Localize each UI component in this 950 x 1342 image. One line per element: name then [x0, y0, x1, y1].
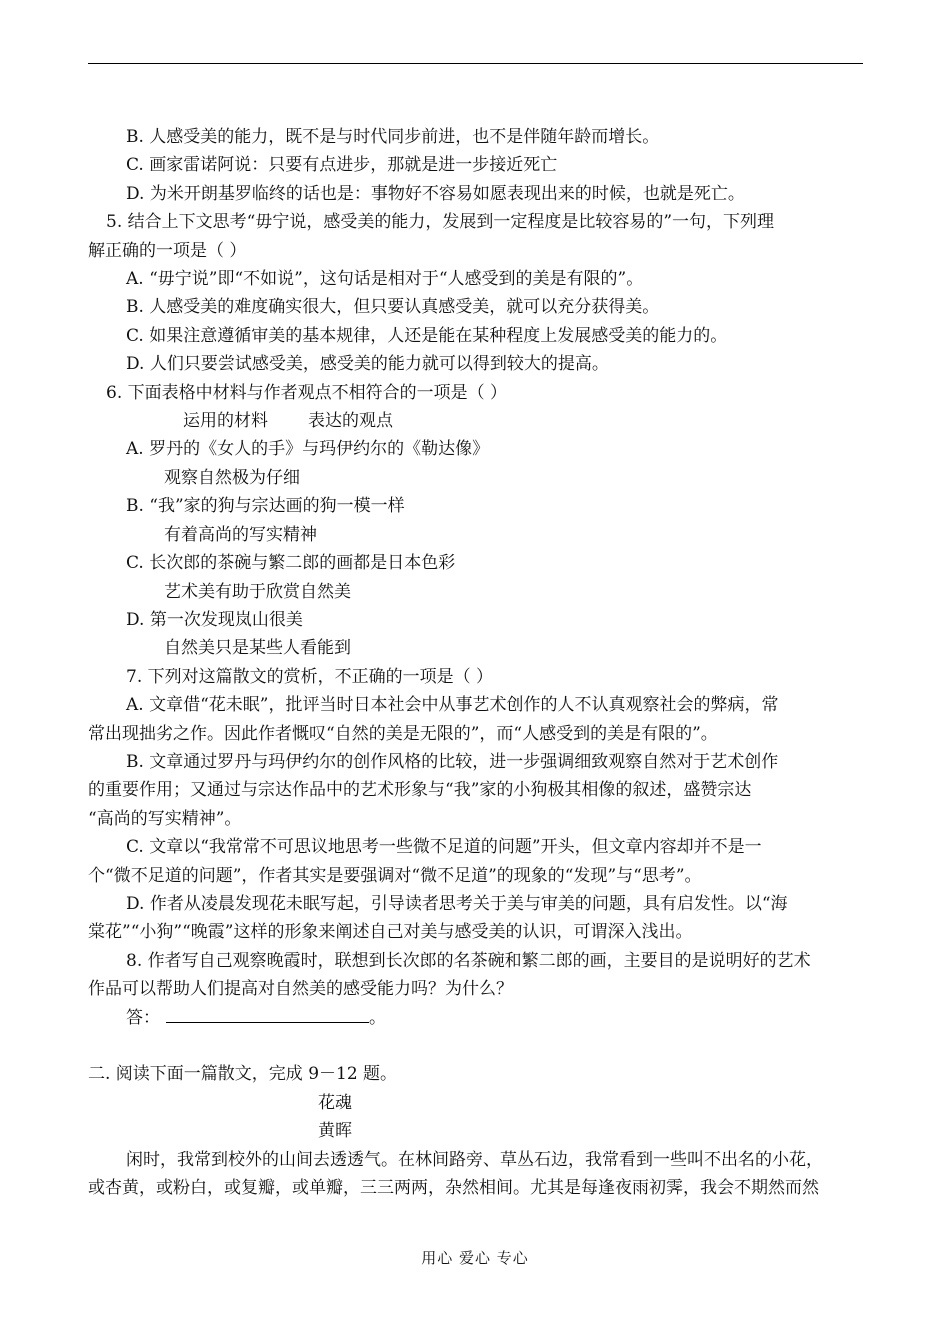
q7-d-line2: 棠花”“小狗”“晚霞”这样的形象来阐述自己对美与感受美的认识，可谓深入浅出。 [88, 922, 693, 943]
q4-option-b: B. 人感受美的能力，既不是与时代同步前进，也不是伴随年龄而增长。 [126, 127, 660, 147]
section2-heading: 二. 阅读下面一篇散文，完成 9－12 题。 [88, 1064, 398, 1085]
essay-title: 花魂 [318, 1092, 352, 1113]
essay-para-line2: 或杏黄，或粉白，或复瓣，或单瓣，三三两两，杂然相间。尤其是每逢夜雨初霁，我会不期然而然 [88, 1178, 819, 1199]
q5-option-b: B. 人感受美的难度确实很大，但只要认真感受美，就可以充分获得美。 [126, 297, 660, 318]
q6-stem: 6. 下面表格中材料与作者观点不相符合的一项是（ ） [106, 382, 508, 403]
q6-row-a-view: 观察自然极为仔细 [164, 467, 300, 488]
q7-c-line1: C. 文章以“我常常不可思议地思考一些微不足道的问题”开头，但文章内容却并不是一 [126, 837, 762, 858]
q8-answer-row [88, 1004, 863, 1032]
q7-b-line3: “高尚的写实精神”。 [88, 808, 242, 829]
q4-option-d: D. 为米开朗基罗临终的话也是：事物好不容易如愿表现出来的时候，也就是死亡。 [126, 183, 745, 204]
q6-row-b-material: B. “我”家的狗与宗达画的狗一模一样 [126, 496, 405, 517]
q8-answer-blank[interactable] [166, 1004, 369, 1023]
q6-row-d-material: D. 第一次发现岚山很美 [126, 609, 303, 630]
q5-option-c: C. 如果注意遵循审美的基本规律，人还是能在某种程度上发展感受美的能力的。 [126, 325, 728, 346]
document-body [88, 123, 863, 1202]
essay-para-line1: 闲时，我常到校外的山间去透透气。在林间路旁、草丛石边，我常看到一些叫不出名的小花， [126, 1149, 823, 1170]
q7-d-line1: D. 作者从凌晨发现花未眠写起，引导读者思考关于美与审美的问题，具有启发性。以“海 [126, 893, 788, 914]
q6-row-b-view: 有着高尚的写实精神 [164, 524, 317, 545]
q5-option-d: D. 人们只要尝试感受美，感受美的能力就可以得到较大的提高。 [126, 354, 609, 375]
q5-option-a: A. “毋宁说”即“不如说”，这句话是相对于“人感受到的美是有限的”。 [126, 269, 644, 290]
q8-answer-label: 答： [126, 1007, 160, 1028]
q7-c-line2: 个“微不足道的问题”，作者其实是要强调对“微不足道”的现象的“发现”与“思考”。 [88, 865, 702, 886]
q6-table-header [88, 407, 863, 435]
q8-line2: 作品可以帮助人们提高对自然美的感受能力吗？为什么？ [88, 979, 513, 1000]
q7-b-line1: B. 文章通过罗丹与玛伊约尔的创作风格的比较，进一步强调细致观察自然对于艺术创作 [126, 751, 779, 772]
q7-a-line2: 常出现拙劣之作。因此作者慨叹“自然的美是无限的”，而“人感受到的美是有限的”。 [88, 723, 718, 744]
page-footer: 用心 爱心 专心 [421, 1249, 529, 1267]
q5-stem-line1: 5. 结合上下文思考“毋宁说，感受美的能力，发展到一定程度是比较容易的”一句，下列理 [106, 212, 775, 233]
q6-row-d-view: 自然美只是某些人看能到 [164, 638, 351, 659]
q7-stem: 7. 下列对这篇散文的赏析，不正确的一项是（ ） [126, 666, 494, 687]
section-gap [88, 1032, 863, 1060]
q4-option-c: C. 画家雷诺阿说：只要有点进步，那就是进一步接近死亡 [126, 155, 558, 176]
q6-row-c-material: C. 长次郎的茶碗与繁二郎的画都是日本色彩 [126, 553, 456, 574]
q6-row-c-view: 艺术美有助于欣赏自然美 [164, 581, 351, 602]
header-rule [88, 63, 863, 64]
q6-row-a-material: A. 罗丹的《女人的手》与玛伊约尔的《勒达像》 [126, 439, 490, 460]
q5-stem-line2: 解正确的一项是（ ） [88, 240, 247, 261]
q8-answer-end: 。 [369, 1007, 386, 1028]
essay-author: 黄晖 [318, 1121, 352, 1142]
q7-b-line2: 的重要作用；又通过与宗达作品中的艺术形象与“我”家的小狗极其相像的叙述，盛赞宗达 [88, 780, 752, 801]
q6-col-material: 运用的材料 [183, 411, 268, 432]
q7-a-line1: A. 文章借“花未眠”，批评当时日本社会中从事艺术创作的人不认真观察社会的弊病，常 [126, 695, 779, 716]
q8-line1: 8. 作者写自己观察晚霞时，联想到长次郎的名茶碗和繁二郎的画，主要目的是说明好的艺术 [126, 950, 811, 971]
q6-col-view: 表达的观点 [308, 411, 393, 432]
